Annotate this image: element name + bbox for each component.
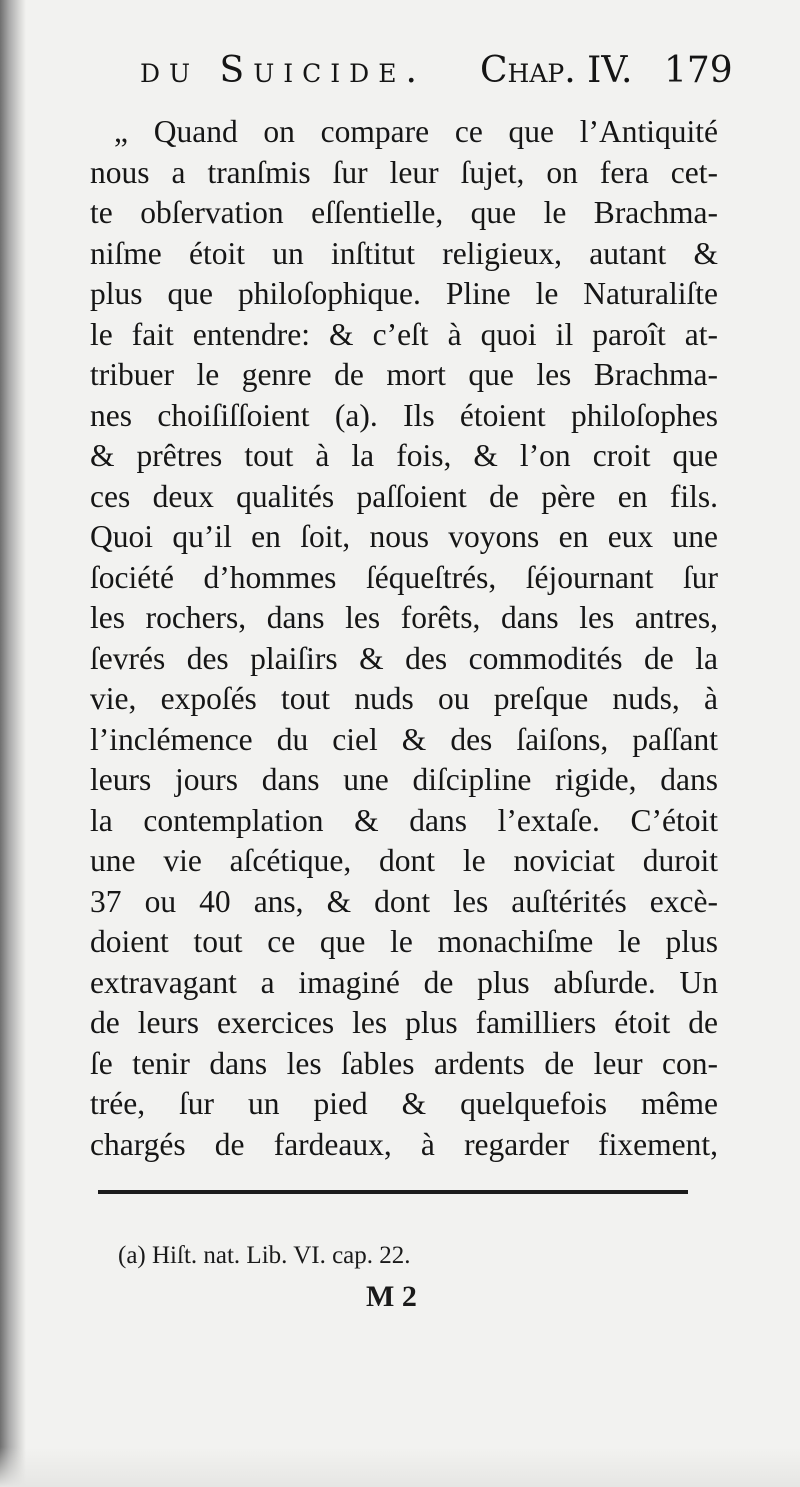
running-head-title: du Suicide.	[140, 50, 426, 91]
text-line: extravagant a imaginé de plus abſurde. Un	[90, 964, 718, 1000]
text-line: l’inclémence du ciel & des ſaiſons, paſſant	[90, 721, 718, 757]
text-line: niſme étoit un inſtitut religieux, autant &	[90, 235, 718, 271]
text-line: plus que philoſophique. Pline le Naturaliſte	[90, 276, 718, 311]
signature-mark: M 2	[366, 1280, 417, 1313]
footnote-rule	[98, 1190, 688, 1194]
text-line: de leurs exercices les plus familliers étoit de	[90, 1005, 718, 1040]
footnote: (a) Hiſt. nat. Lib. VI. cap. 22.	[118, 1242, 411, 1269]
text-line: & prêtres tout à la fois, & l’on croit que	[90, 438, 718, 473]
text-line: tribuer le genre de mort que les Brachma-	[90, 357, 718, 392]
text-line: leurs jours dans une diſcipline rigide, dans	[90, 762, 718, 797]
text-line: ces deux qualités paſſoient de père en fils.	[90, 478, 718, 514]
text-line: nous a tranſmis ſur leur ſujet, on fera cet-	[90, 154, 718, 190]
text-line: les rochers, dans les forêts, dans les antres,	[90, 600, 718, 635]
text-line: te obſervation eſſentielle, que le Brachma-	[90, 195, 718, 230]
text-line: la contemplation & dans l’extaſe. C’étoit	[90, 802, 718, 838]
text-line: une vie aſcétique, dont le noviciat duroit	[90, 843, 718, 878]
text-line: doient tout ce que le monachiſme le plus	[90, 924, 718, 959]
text-line: chargés de fardeaux, à regarder fixement,	[90, 1126, 718, 1162]
binding-shadow	[0, 0, 26, 1487]
text-line: ſociété d’hommes ſéqueſtrés, ſéjournant ſur	[90, 559, 718, 595]
body-text	[90, 112, 718, 1165]
text-line: le fait entendre: & c’eſt à quoi il paroît at-	[90, 316, 718, 352]
page-bottom-shade	[0, 1447, 800, 1487]
text-line: „ Quand on compare ce que l’Antiquité	[114, 114, 718, 149]
text-line: ſevrés des plaiſirs & des commodités de la	[90, 640, 718, 676]
text-line: ſe tenir dans les ſables ardents de leur con-	[90, 1045, 718, 1081]
text-line: nes choiſiſſoient (a). Ils étoient philoſophes	[90, 397, 718, 433]
running-head-chapter: Chap. IV.	[480, 50, 633, 91]
text-line: Quoi qu’il en ſoit, nous voyons en eux une	[90, 519, 718, 554]
text-line: 37 ou 40 ans, & dont les auſtérités excè-	[90, 883, 718, 919]
running-head	[140, 46, 740, 102]
text-line: trée, ſur un pied & quelquefois même	[90, 1086, 718, 1121]
text-line: vie, expoſés tout nuds ou preſque nuds, à	[90, 681, 718, 716]
page-number: 179	[664, 50, 733, 91]
